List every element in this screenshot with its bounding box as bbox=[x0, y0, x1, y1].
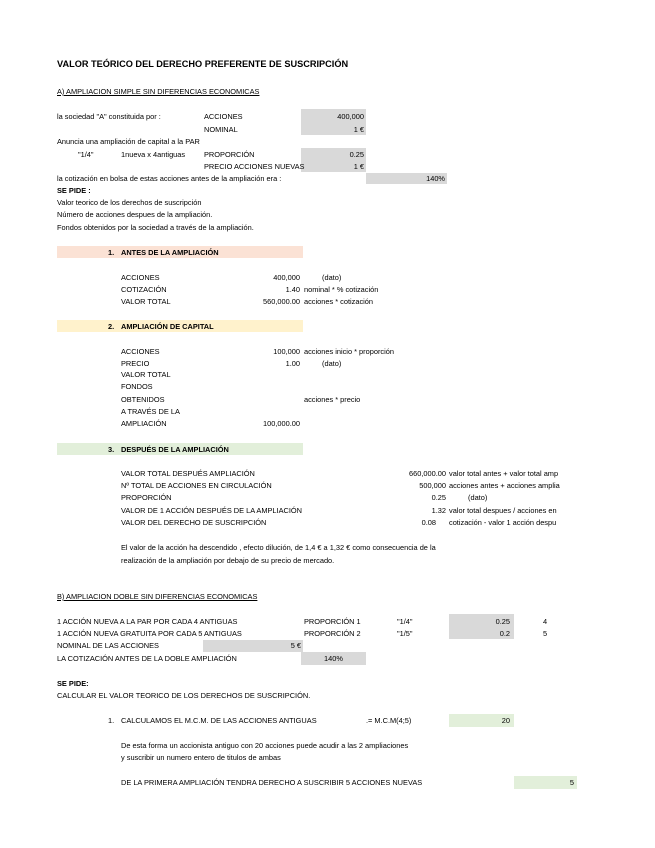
amp-valor-total-value: 100,000.00 bbox=[263, 419, 300, 428]
despues-derecho-label: VALOR DEL DERECHO DE SUSCRIPCIÓN bbox=[121, 518, 267, 527]
antes-valor-total-label: VALOR TOTAL bbox=[121, 297, 171, 306]
b-primera-label: DE LA PRIMERA AMPLIACIÓN TENDRA DERECHO A SUSCRIBIR 5 ACCIONES NUEVAS bbox=[121, 778, 423, 787]
amp-valor-total-note: acciones * precio bbox=[304, 395, 361, 404]
b-paragraph-line2: y suscribir un numero entero de titulos de ambas bbox=[121, 753, 281, 762]
acciones-label: ACCIONES bbox=[204, 112, 243, 121]
acciones-value: 400,000 bbox=[337, 112, 364, 121]
antes-cotizacion-note: nominal * % cotización bbox=[304, 285, 379, 294]
step1-number: 1. bbox=[108, 248, 115, 257]
b-calcular-text: CALCULAR EL VALOR TEORICO DE LOS DERECHOS DE SUSCRIPCIÓN. bbox=[57, 691, 311, 700]
b-step1-number: 1. bbox=[108, 716, 115, 725]
b-step1-label: CALCULAMOS EL M.C.M. DE LAS ACCIONES ANTIGUAS bbox=[121, 716, 317, 725]
section-a-heading: A) AMPLIACION SIMPLE SIN DIFERENCIAS ECONOMICAS bbox=[57, 87, 260, 96]
amp-precio-label: PRECIO bbox=[121, 359, 150, 368]
pide-item-2: Número de acciones despues de la ampliación. bbox=[57, 210, 213, 219]
cotizacion-text: la cotización en bolsa de estas acciones antes de la ampliación era : bbox=[57, 174, 282, 183]
antes-cotizacion-label: COTIZACIÓN bbox=[121, 285, 167, 294]
despues-acciones-note: acciones antes + acciones amplia bbox=[449, 481, 560, 490]
antes-cotizacion-value: 1.40 bbox=[285, 285, 300, 294]
b-primera-value: 5 bbox=[569, 778, 574, 787]
despues-derecho-note: cotización - valor 1 acción despu bbox=[449, 518, 557, 527]
despues-derecho-value: 0.08 bbox=[421, 518, 436, 527]
b-step1-value: 20 bbox=[501, 716, 510, 725]
amp-valor-total-line3: OBTENIDOS bbox=[121, 395, 165, 404]
despues-valor-accion-note: valor total despues / acciones en bbox=[449, 506, 557, 515]
antes-acciones-note: (dato) bbox=[322, 273, 342, 282]
despues-proporcion-value: 0.25 bbox=[431, 493, 446, 502]
step2-number: 2. bbox=[108, 322, 115, 331]
amp-valor-total-line5: AMPLIACIÓN bbox=[121, 419, 167, 428]
b-cotizacion-value: 140% bbox=[324, 654, 343, 663]
precio-label: PRECIO ACCIONES NUEVAS bbox=[204, 162, 305, 171]
dilucion-paragraph-line1: El valor de la acción ha descendido , efecto dilución, de 1,4 € a 1,32 € como consecuencia de la bbox=[121, 543, 436, 552]
dilucion-paragraph-line2: realización de la ampliación por debajo de su precio de mercado. bbox=[121, 556, 335, 565]
despues-proporcion-label: PROPORCIÓN bbox=[121, 493, 172, 502]
nominal-label: NOMINAL bbox=[204, 125, 238, 134]
amp-acciones-value: 100,000 bbox=[273, 347, 300, 356]
pide-item-1: Valor teorico de los derechos de suscripción bbox=[57, 198, 202, 207]
proporcion-label: PROPORCIÓN bbox=[204, 150, 255, 159]
cotizacion-value: 140% bbox=[426, 174, 445, 183]
antes-acciones-value: 400,000 bbox=[273, 273, 300, 282]
b-se-pide-label: SE PIDE: bbox=[57, 679, 89, 688]
document-title: VALOR TEÓRICO DEL DERECHO PREFERENTE DE SUSCRIPCIÓN bbox=[57, 59, 349, 69]
amp-valor-total-line4: A TRAVÉS DE LA bbox=[121, 407, 180, 416]
pide-item-3: Fondos obtenidos por la sociedad a través de la ampliación. bbox=[57, 223, 254, 232]
step3-number: 3. bbox=[108, 445, 115, 454]
anuncia-text: Anuncia una ampliación de capital a la PAR bbox=[57, 137, 200, 146]
b-row2-extra: 5 bbox=[543, 629, 548, 638]
b-row2-ratio: "1/5" bbox=[397, 629, 413, 638]
antes-valor-total-value: 560,000.00 bbox=[263, 297, 300, 306]
b-row1-value: 0.25 bbox=[495, 617, 510, 626]
despues-proporcion-note: (dato) bbox=[468, 493, 488, 502]
b-cotizacion-label: LA COTIZACIÓN ANTES DE LA DOBLE AMPLIACIÓN bbox=[57, 654, 237, 663]
amp-precio-note: (dato) bbox=[322, 359, 342, 368]
amp-acciones-note: acciones inicio * proporción bbox=[304, 347, 394, 356]
ratio-desc: 1nueva x 4antiguas bbox=[121, 150, 186, 159]
ratio-text: "1/4" bbox=[78, 150, 94, 159]
despues-valor-total-label: VALOR TOTAL DESPUÉS AMPLIACIÓN bbox=[121, 469, 255, 478]
despues-valor-accion-label: VALOR DE 1 ACCIÓN DESPUÉS DE LA AMPLIACIÓN bbox=[121, 506, 302, 515]
despues-acciones-label: Nº TOTAL DE ACCIONES EN CIRCULACIÓN bbox=[121, 481, 272, 490]
amp-valor-total-line1: VALOR TOTAL bbox=[121, 370, 171, 379]
despues-acciones-value: 500,000 bbox=[419, 481, 446, 490]
amp-precio-value: 1.00 bbox=[285, 359, 300, 368]
despues-valor-accion-value: 1.32 bbox=[431, 506, 446, 515]
se-pide-label: SE PIDE : bbox=[57, 186, 91, 195]
step3-label: DESPUÉS DE LA AMPLIACIÓN bbox=[121, 445, 229, 454]
b-nominal-label: NOMINAL DE LAS ACCIONES bbox=[57, 641, 159, 650]
b-paragraph-line1: De esta forma un accionista antiguo con 20 acciones puede acudir a las 2 ampliaciones bbox=[121, 741, 409, 750]
despues-valor-total-note: valor total antes + valor total amp bbox=[449, 469, 559, 478]
section-b-heading: B) AMPLIACION DOBLE SIN DIFERENCIAS ECONOMICAS bbox=[57, 592, 258, 601]
amp-valor-total-line2: FONDOS bbox=[121, 382, 153, 391]
step2-label: AMPLIACIÓN DE CAPITAL bbox=[121, 322, 214, 331]
b-row2-proporcion: PROPORCIÓN 2 bbox=[304, 629, 361, 638]
despues-valor-total-value: 660,000.00 bbox=[409, 469, 446, 478]
b-row1-label: 1 ACCIÓN NUEVA A LA PAR POR CADA 4 ANTIGUAS bbox=[57, 617, 238, 626]
precio-value: 1 € bbox=[353, 162, 364, 171]
b-nominal-value: 5 € bbox=[290, 641, 301, 650]
b-row1-extra: 4 bbox=[543, 617, 548, 626]
nominal-value: 1 € bbox=[353, 125, 364, 134]
b-row2-label: 1 ACCIÓN NUEVA GRATUITA POR CADA 5 ANTIGUAS bbox=[57, 629, 242, 638]
b-row1-proporcion: PROPORCIÓN 1 bbox=[304, 617, 361, 626]
b-step1-formula: .= M.C.M(4;5) bbox=[366, 716, 412, 725]
antes-valor-total-note: acciones * cotización bbox=[304, 297, 374, 306]
constituida-text: la sociedad "A" constituida por : bbox=[57, 112, 161, 121]
step1-label: ANTES DE LA AMPLIACIÓN bbox=[121, 248, 219, 257]
amp-acciones-label: ACCIONES bbox=[121, 347, 160, 356]
b-row2-value: 0.2 bbox=[499, 629, 510, 638]
b-row1-ratio: "1/4" bbox=[397, 617, 413, 626]
proporcion-value: 0.25 bbox=[349, 150, 364, 159]
antes-acciones-label: ACCIONES bbox=[121, 273, 160, 282]
